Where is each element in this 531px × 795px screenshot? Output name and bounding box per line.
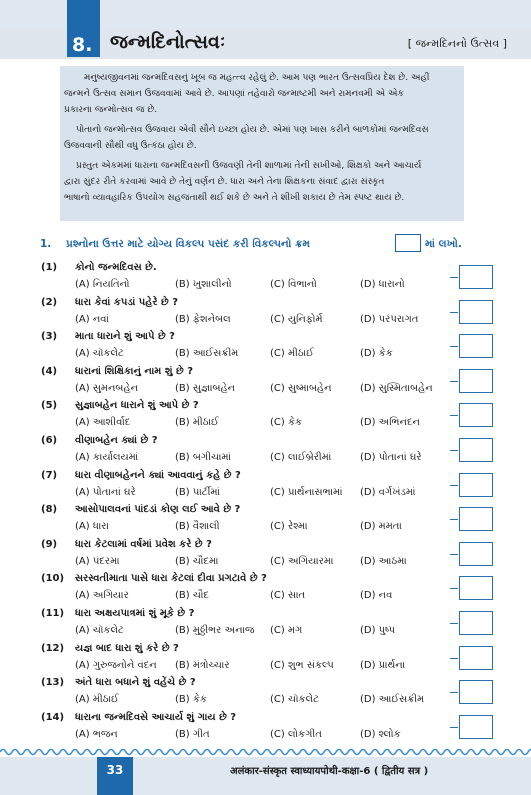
option-d: (D) ધારાનો: [360, 279, 405, 290]
question-text: ધારાનાં શિક્ષિકાનું નામ શું છે ?: [75, 366, 194, 377]
question-text: માતા ધારાને શું આપે છે ?: [75, 331, 175, 342]
option-c: (C) મગ: [270, 625, 303, 636]
instruction-number: 1.: [40, 238, 52, 250]
answer-box[interactable]: [459, 403, 493, 427]
answer-dash: [450, 346, 458, 347]
question-number: (5): [41, 400, 58, 411]
option-b: (B) ફેશનેબલ: [175, 314, 231, 325]
option-a: (A) મીઠાઈ: [75, 694, 119, 705]
option-d: (D) પોતાનાં ઘરે: [360, 452, 422, 463]
answer-dash: [450, 692, 458, 693]
answer-dash: [450, 277, 458, 278]
answer-box[interactable]: [459, 334, 493, 358]
answer-box[interactable]: [459, 369, 493, 393]
answer-box[interactable]: [459, 680, 493, 704]
question-number: (8): [41, 504, 58, 515]
option-b: (B) વૈશાલી: [175, 521, 220, 532]
question-text: અંતે ધારા બધાને શું વહેંચે છે ?: [75, 677, 196, 688]
chapter-subtitle: [ જન્મદિનનો ઉત્સવ ]: [407, 37, 507, 50]
intro-line: પ્રકારના જન્મોત્સવ જ છે.: [64, 105, 158, 115]
answer-box[interactable]: [459, 542, 493, 566]
option-d: (D) શ્લોક: [360, 729, 401, 740]
answer-box[interactable]: [459, 576, 493, 600]
answer-box[interactable]: [459, 611, 493, 635]
question-text: ધારાના જન્મદિવસે આચાર્ય શું ગાય છે ?: [75, 712, 237, 723]
question-number: (13): [41, 677, 65, 688]
option-c: (C) લોકગીત: [270, 729, 322, 740]
answer-box[interactable]: [459, 715, 493, 739]
option-a: (A) ચૉકલેટ: [75, 625, 124, 636]
answer-dash: [450, 415, 458, 416]
answer-box[interactable]: [459, 265, 493, 289]
instruction-text: પ્રશ્નોના ઉત્તર માટે યોગ્ય વિકલ્પ પસંદ કરી વિકલ્પનો ક્રમ: [66, 238, 310, 250]
option-b: (B) ચૌદ: [175, 590, 210, 601]
question-text: કોનો જન્મદિવસ છે.: [75, 262, 157, 273]
question-text: ધારા અક્ષયપાત્રમાં શું મૂકે છે ?: [75, 608, 195, 619]
answer-dash: [450, 588, 458, 589]
option-d: (D) નવ: [360, 590, 393, 601]
answer-box[interactable]: [459, 646, 493, 670]
option-d: (D) અભિનંદન: [360, 417, 420, 428]
option-b: (B) બગીચામાં: [175, 452, 231, 463]
page-number: 33: [97, 757, 133, 795]
answer-dash: [450, 658, 458, 659]
option-c: (C) અગિયારમા: [270, 556, 334, 567]
answer-dash: [450, 727, 458, 728]
option-b: (B) પાર્ટીમાં: [175, 487, 220, 498]
intro-line: ભાષાનો વ્યાવહારિક ઉપયોગ સહજતાથી થઈ શકે છે અને તે શીખી શકાય છે તેમ સ્પષ્ટ થાય છે.: [64, 193, 405, 203]
intro-line: જન્મને ઉત્સવ સમાન ઉજવવામાં આવે છે. આપણાં તહેવારો જન્માષ્ટમી અને રામનવમી એ એક: [64, 89, 404, 99]
option-c: (C) લાઈબ્રેરીમાં: [270, 452, 332, 463]
option-d: (D) આઈસક્રીમ: [360, 694, 425, 705]
option-c: (C) ચૉકલેટ: [270, 694, 319, 705]
option-c: (C) શુભ સંકલ્પ: [270, 660, 334, 671]
question-number: (1): [41, 262, 58, 273]
option-d: (D) વર્ગખંડમાં: [360, 487, 416, 498]
option-a: (A) આશીર્વાદ: [75, 417, 131, 428]
option-d: (D) પુષ્પ: [360, 625, 396, 636]
answer-dash: [450, 312, 458, 313]
intro-box: [60, 66, 464, 221]
chapter-number: 8.: [72, 34, 93, 56]
question-number: (10): [41, 573, 65, 584]
answer-dash: [450, 519, 458, 520]
option-b: (B) ખુશાલીનો: [175, 279, 232, 290]
question-number: (14): [41, 712, 65, 723]
instruction-blank-box: [395, 234, 421, 252]
question-number: (11): [41, 608, 65, 619]
option-a: (A) નવાં: [75, 314, 109, 325]
question-text: વીણાબહેન ક્યાં છે ?: [75, 435, 158, 446]
intro-line: ઉજવવાની સૌથી વધુ ઉત્કંઠા હોય છે.: [64, 141, 197, 151]
option-b: (B) ગીત: [175, 729, 210, 740]
intro-line: દ્વારા સુંદર રીતે કરવામાં આવે છે તેનું વર્ણન છે. ધારા અને તેના શિક્ષકના સંવાદ દ્વારા સંસ્કૃત: [64, 177, 385, 187]
option-b: (B) મીઠાઈ: [175, 417, 219, 428]
answer-box[interactable]: [459, 300, 493, 324]
question-text: ધારા વીણાબહેનને ક્યાં આવવાનું કહે છે ?: [75, 470, 241, 481]
option-a: (A) પંદરમા: [75, 556, 120, 567]
question-number: (9): [41, 539, 58, 550]
option-d: (D) કેક: [360, 348, 393, 359]
option-c: (C) રેશ્મા: [270, 521, 308, 532]
option-b: (B) આઈસક્રીમ: [175, 348, 239, 359]
question-text: ધારા કેવાં કપડાં પહેરે છે ?: [75, 297, 179, 308]
option-b: (B) મંત્રોચ્ચાર: [175, 660, 230, 671]
answer-dash: [450, 450, 458, 451]
option-a: (A) અગિયાર: [75, 590, 129, 601]
footer-title: अलंकार-संस्कृत स्वाध्यायपोथी-कक्षा-6 ( द्वितीय सत्र ): [230, 766, 429, 777]
option-c: (C) વિભાનો: [270, 279, 317, 290]
question-number: (7): [41, 470, 58, 481]
option-a: (A) ભજન: [75, 729, 118, 740]
option-d: (D) આઠમા: [360, 556, 407, 567]
option-a: (A) નિયતિનો: [75, 279, 130, 290]
option-d: (D) પરંપરાગત: [360, 314, 419, 325]
answer-dash: [450, 554, 458, 555]
option-b: (B) મુઠ્ઠીભર અનાજ: [175, 625, 255, 636]
option-b: (B) કેક: [175, 694, 207, 705]
option-a: (A) ગુરુજનોને વંદન: [75, 660, 157, 671]
option-a: (A) ચૉકલેટ: [75, 348, 124, 359]
answer-dash: [450, 381, 458, 382]
option-d: (D) પ્રાર્થના: [360, 660, 406, 671]
answer-box[interactable]: [459, 507, 493, 531]
question-number: (2): [41, 297, 58, 308]
answer-dash: [450, 623, 458, 624]
option-b: (B) સુજ્ઞાબહેન: [175, 383, 236, 394]
intro-line: મનુષ્યજીવનમાં જન્મદિવસનું ખૂબ જ મહત્ત્વ રહેલું છે. આમ પણ ભારત ઉત્સવપ્રિય દેશ છે. અહીં: [84, 73, 430, 83]
option-a: (A) ધારા: [75, 521, 109, 532]
option-c: (C) પ્રાર્થનાસભામાં: [270, 487, 343, 498]
question-text: સુજ્ઞાબહેન ધારાને શું આપે છે ?: [75, 400, 199, 411]
option-c: (C) મીઠાઈ: [270, 348, 314, 359]
answer-box[interactable]: [459, 438, 493, 462]
option-a: (A) સુમનબહેન: [75, 383, 139, 394]
intro-line: પોતાનો જન્મોત્સવ ઉજવાય એવી સૌને ઇચ્છા હોય છે. એમાં પણ ખાસ કરીને બાળકોમાં જન્મદિવસ: [76, 125, 429, 135]
question-text: આસોપાલવનાં પાંદડાં કોણ લઈ આવે છે ?: [75, 504, 241, 515]
option-a: (A) કાર્યાલયમાં: [75, 452, 139, 463]
option-c: (C) સુષ્માબહેન: [270, 383, 332, 394]
question-number: (12): [41, 643, 65, 654]
option-a: (A) પોતાનાં ઘરે: [75, 487, 136, 498]
answer-dash: [450, 485, 458, 486]
option-b: (B) ચૌદમા: [175, 556, 219, 567]
option-d: (D) મમતા: [360, 521, 402, 532]
question-number: (6): [41, 435, 58, 446]
option-c: (C) કેક: [270, 417, 303, 428]
option-c: (C) સાત: [270, 590, 306, 601]
question-text: યજ્ઞ બાદ ધારા શું કરે છે ?: [75, 643, 179, 654]
instruction-tail: માં લખો.: [425, 238, 462, 250]
intro-line: પ્રસ્તુત એકમમાં ધારાના જન્મદિવસની ઉજવણી તેની શાળામાં તેની સખીઓ, શિક્ષકો અને આચાર્ય: [76, 161, 422, 171]
answer-box[interactable]: [459, 473, 493, 497]
question-number: (3): [41, 331, 58, 342]
question-number: (4): [41, 366, 58, 377]
option-c: (C) યુનિફોર્મ: [270, 314, 323, 325]
option-d: (D) સુસ્મિતાબહેન: [360, 383, 433, 394]
question-text: ધારા કેટલામાં વર્ષમાં પ્રવેશ કરે છે ?: [75, 539, 212, 550]
chapter-title: જન્મદિનોત્સવઃ: [110, 31, 226, 53]
question-text: સરસ્વતીમાતા પાસે ધારા કેટલાં દીવા પ્રગટાવે છે ?: [75, 573, 267, 584]
